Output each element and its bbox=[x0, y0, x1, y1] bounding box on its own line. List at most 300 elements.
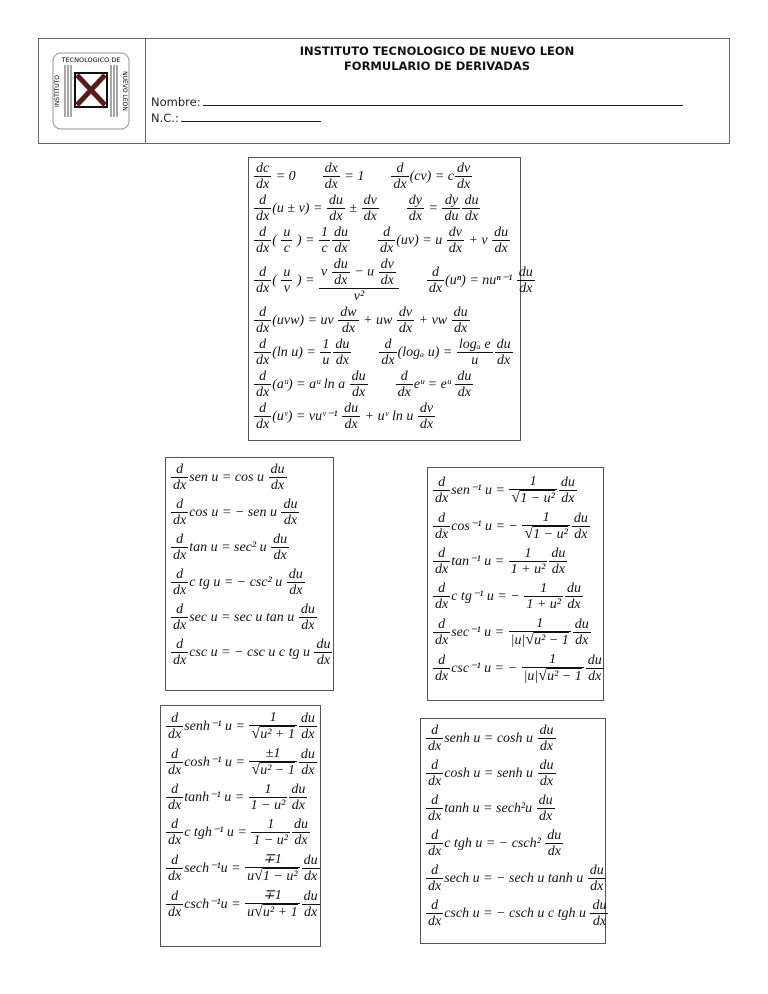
math-text: 1 bbox=[549, 652, 557, 667]
formula bbox=[253, 257, 400, 304]
fraction bbox=[397, 369, 412, 400]
math-text: d bbox=[171, 782, 179, 797]
denominator bbox=[342, 416, 360, 432]
denominator bbox=[590, 913, 608, 929]
math-text: c tgh⁻¹ u = bbox=[184, 825, 251, 840]
denominator bbox=[254, 240, 271, 256]
fraction bbox=[427, 898, 442, 929]
square-root bbox=[254, 904, 297, 920]
nc-line[interactable] bbox=[181, 120, 321, 122]
numerator bbox=[437, 511, 446, 526]
formula-row bbox=[253, 369, 516, 400]
math-text: c tg u = − csc² u bbox=[189, 574, 286, 590]
math-text: dx bbox=[173, 583, 187, 598]
fraction bbox=[303, 889, 319, 920]
fraction bbox=[255, 265, 270, 296]
denominator bbox=[522, 667, 584, 684]
math-text: dx bbox=[519, 281, 533, 296]
denominator bbox=[537, 808, 555, 824]
numerator bbox=[175, 497, 184, 512]
math-text: dx bbox=[301, 762, 315, 778]
math-text: du bbox=[453, 305, 468, 320]
formula-row bbox=[170, 532, 329, 563]
nc-label: N.C.: bbox=[151, 111, 179, 125]
math-text: dy bbox=[408, 193, 423, 208]
fraction bbox=[448, 225, 463, 256]
formula-row bbox=[425, 793, 601, 824]
basic-derivatives-box bbox=[248, 157, 533, 441]
math-text: dx bbox=[428, 281, 443, 296]
numerator bbox=[395, 161, 404, 176]
fraction bbox=[463, 193, 479, 224]
denominator bbox=[254, 280, 271, 296]
denominator bbox=[287, 582, 305, 598]
formula-row bbox=[170, 602, 329, 633]
math-text: = 0 bbox=[272, 168, 296, 184]
math-text: dx bbox=[398, 321, 413, 336]
formula-row bbox=[432, 652, 602, 684]
math-text: dx bbox=[301, 618, 315, 633]
radical-sign-icon: √ bbox=[254, 903, 263, 920]
math-text: 1 − u² bbox=[262, 869, 298, 884]
math-text: dx bbox=[335, 353, 349, 368]
radicand bbox=[534, 632, 569, 648]
fraction bbox=[167, 853, 182, 884]
numerator bbox=[458, 337, 492, 352]
math-text: du bbox=[592, 898, 607, 913]
math-text: d bbox=[171, 888, 179, 904]
math-text: = bbox=[425, 200, 442, 216]
math-text: dx bbox=[273, 548, 287, 563]
denominator bbox=[327, 208, 345, 224]
math-text: dx bbox=[283, 513, 298, 528]
denominator bbox=[281, 512, 299, 528]
square-root bbox=[254, 868, 297, 884]
denominator bbox=[338, 320, 358, 336]
denominator bbox=[289, 797, 307, 813]
math-text: dx bbox=[419, 417, 434, 432]
math-text: d bbox=[431, 898, 439, 913]
radical-sign-icon: √ bbox=[251, 761, 261, 778]
fraction bbox=[458, 337, 492, 368]
math-text: u² + 1 bbox=[262, 905, 298, 920]
fraction bbox=[560, 475, 576, 506]
radicand bbox=[263, 904, 298, 920]
fraction bbox=[363, 193, 378, 224]
math-text: sen⁻¹ u = bbox=[451, 482, 509, 498]
fraction bbox=[255, 369, 270, 400]
formula bbox=[165, 746, 318, 778]
math-text: d bbox=[431, 793, 439, 808]
formula-row bbox=[170, 462, 329, 493]
formula-row bbox=[425, 898, 607, 929]
formula bbox=[425, 723, 557, 754]
formula bbox=[395, 369, 475, 400]
math-text: senh⁻¹ u = bbox=[184, 718, 249, 734]
denominator bbox=[254, 384, 271, 400]
radical-sign-icon: √ bbox=[254, 867, 263, 884]
math-text: du bbox=[589, 863, 604, 878]
fraction bbox=[456, 161, 471, 192]
denominator bbox=[427, 280, 444, 296]
title-line-1: INSTITUTO TECNOLOGICO DE NUEVO LEON bbox=[299, 44, 575, 58]
math-text: dx bbox=[173, 548, 187, 563]
math-text: d bbox=[176, 532, 184, 547]
numerator bbox=[518, 265, 534, 280]
math-text: du bbox=[574, 616, 589, 632]
formula-row bbox=[253, 305, 516, 336]
math-text: du bbox=[303, 888, 318, 904]
denominator bbox=[378, 240, 395, 256]
denominator bbox=[573, 632, 591, 648]
denominator bbox=[171, 547, 188, 563]
numerator bbox=[589, 863, 605, 878]
fraction bbox=[434, 617, 449, 648]
numerator bbox=[170, 853, 179, 868]
formula-row bbox=[170, 497, 329, 528]
fraction bbox=[300, 602, 316, 633]
denominator bbox=[249, 797, 288, 813]
fraction bbox=[172, 497, 187, 528]
fraction bbox=[380, 337, 395, 368]
formula bbox=[432, 616, 592, 648]
header-box bbox=[38, 38, 730, 144]
fraction bbox=[272, 532, 288, 563]
denominator bbox=[254, 416, 271, 432]
math-text: dx bbox=[435, 526, 449, 542]
denominator bbox=[455, 176, 472, 192]
math-text: dx bbox=[289, 583, 303, 598]
math-text: dx bbox=[428, 844, 442, 859]
math-text: dx bbox=[173, 653, 187, 668]
math-text: dx bbox=[435, 632, 449, 648]
math-text: dx bbox=[301, 726, 315, 742]
math-text: du bbox=[291, 782, 306, 797]
formula bbox=[253, 305, 471, 336]
math-text: dx bbox=[256, 281, 270, 296]
denominator bbox=[426, 808, 443, 824]
denominator bbox=[517, 280, 535, 296]
numerator bbox=[265, 746, 282, 761]
square-root bbox=[251, 762, 294, 778]
denominator bbox=[171, 512, 188, 528]
numerator bbox=[351, 369, 367, 384]
numerator bbox=[320, 257, 398, 288]
numerator bbox=[384, 337, 393, 352]
document-title bbox=[145, 44, 729, 74]
math-text: dx bbox=[168, 868, 182, 884]
denominator bbox=[249, 761, 296, 778]
math-text: d bbox=[176, 567, 184, 582]
math-text: (uvw) = uv bbox=[272, 312, 338, 328]
denominator bbox=[299, 762, 317, 778]
denominator bbox=[433, 632, 450, 648]
math-text: ∓1 bbox=[262, 852, 282, 867]
math-text: du bbox=[283, 497, 298, 512]
math-text: sech u = − sech u tanh u bbox=[444, 870, 587, 886]
math-text: du bbox=[444, 209, 459, 224]
denominator bbox=[418, 416, 435, 432]
fraction bbox=[255, 193, 270, 224]
formula-row bbox=[165, 782, 316, 813]
formula bbox=[425, 758, 557, 789]
math-text: + uᵛ ln u bbox=[361, 408, 417, 424]
denominator bbox=[433, 490, 450, 506]
fraction bbox=[550, 546, 566, 577]
fraction bbox=[246, 888, 298, 920]
math-text: dx bbox=[435, 668, 449, 684]
denominator bbox=[524, 596, 563, 612]
math-text: du bbox=[547, 828, 562, 843]
fraction bbox=[324, 161, 339, 192]
fraction bbox=[300, 747, 316, 778]
formula-row bbox=[432, 581, 599, 612]
formula bbox=[170, 567, 306, 598]
denominator bbox=[447, 240, 464, 256]
numerator bbox=[437, 475, 446, 490]
fraction bbox=[172, 602, 187, 633]
math-text: dx bbox=[256, 177, 270, 192]
math-text: + v bbox=[464, 232, 492, 248]
math-text: senh u = cosh u bbox=[444, 730, 537, 746]
numerator bbox=[320, 225, 329, 240]
math-text: d bbox=[438, 510, 446, 526]
numerator bbox=[282, 225, 291, 240]
fraction bbox=[434, 653, 449, 684]
math-text: eᵘ = eᵘ bbox=[413, 376, 455, 392]
math-text: d bbox=[400, 369, 408, 384]
numerator bbox=[444, 193, 459, 208]
numerator bbox=[258, 265, 267, 280]
fraction bbox=[419, 401, 434, 432]
numerator bbox=[430, 758, 439, 773]
math-text: dx bbox=[457, 385, 471, 400]
square-root bbox=[524, 526, 567, 542]
math-text: du bbox=[288, 567, 303, 582]
numerator bbox=[535, 616, 544, 631]
svg-text:INSTITUTO: INSTITUTO bbox=[54, 75, 61, 107]
denominator bbox=[455, 384, 473, 400]
math-text: dx bbox=[551, 562, 565, 577]
formula-row bbox=[253, 193, 516, 224]
numerator bbox=[448, 225, 463, 240]
math-text: d bbox=[171, 746, 179, 762]
formula-row bbox=[165, 710, 316, 742]
math-text: dx bbox=[592, 914, 607, 929]
fraction bbox=[546, 828, 562, 859]
math-text: dx bbox=[173, 513, 187, 528]
fraction bbox=[380, 257, 395, 288]
math-text: dv bbox=[419, 401, 434, 416]
formula bbox=[425, 863, 607, 894]
math-text: dv bbox=[363, 193, 377, 208]
nc-field[interactable] bbox=[151, 111, 321, 125]
fraction bbox=[591, 898, 607, 929]
denominator bbox=[509, 631, 571, 648]
numerator bbox=[175, 462, 184, 477]
math-text: dx bbox=[303, 904, 318, 920]
denominator bbox=[314, 652, 332, 668]
numerator bbox=[293, 817, 309, 832]
numerator bbox=[170, 889, 179, 904]
math-text: du bbox=[494, 225, 509, 240]
name-field[interactable] bbox=[151, 95, 683, 109]
math-text: dx bbox=[341, 321, 356, 336]
formula bbox=[165, 710, 318, 742]
denominator bbox=[426, 773, 443, 789]
numerator bbox=[539, 581, 548, 596]
fraction bbox=[427, 723, 442, 754]
fraction bbox=[427, 758, 442, 789]
denominator bbox=[166, 762, 183, 778]
math-text: 1 + u² bbox=[526, 597, 561, 612]
denominator bbox=[254, 176, 271, 192]
denominator bbox=[509, 561, 548, 577]
math-text: d bbox=[431, 828, 439, 843]
math-text: dx bbox=[428, 739, 442, 754]
name-line[interactable] bbox=[203, 104, 683, 106]
math-text: c tgh u = − csch² bbox=[444, 835, 545, 851]
fraction bbox=[496, 337, 512, 368]
math-text: d bbox=[432, 265, 439, 280]
fraction bbox=[290, 782, 306, 813]
fraction bbox=[167, 817, 182, 848]
math-text: (uᵛ) = vuᵛ⁻¹ bbox=[272, 409, 342, 424]
fraction bbox=[453, 305, 469, 336]
formula-row bbox=[165, 817, 316, 848]
math-text: du bbox=[566, 581, 581, 596]
denominator bbox=[171, 617, 188, 633]
math-text: cosh⁻¹ u = bbox=[184, 754, 249, 770]
fraction bbox=[434, 581, 449, 612]
math-text: dx bbox=[344, 417, 358, 432]
math-text: dx bbox=[428, 914, 442, 929]
institute-logo-icon bbox=[51, 51, 131, 131]
math-text: dx bbox=[561, 490, 575, 506]
denominator bbox=[379, 272, 396, 288]
math-text: d bbox=[176, 462, 184, 477]
numerator bbox=[258, 305, 267, 320]
math-text: u bbox=[283, 225, 291, 240]
inverse-hyperbolic-derivatives-box bbox=[160, 705, 321, 947]
numerator bbox=[430, 828, 439, 843]
denominator bbox=[495, 352, 513, 368]
math-text: d bbox=[431, 723, 439, 738]
formula bbox=[170, 497, 300, 528]
numerator bbox=[523, 546, 532, 561]
math-text: (uⁿ) = nuⁿ⁻¹ bbox=[445, 273, 516, 288]
fraction bbox=[255, 225, 270, 256]
math-text: dx bbox=[380, 241, 394, 256]
radical-sign-icon: √ bbox=[524, 525, 534, 542]
math-text: 1 bbox=[267, 817, 275, 832]
fraction bbox=[456, 369, 472, 400]
fraction bbox=[343, 401, 359, 432]
square-root bbox=[538, 668, 581, 684]
formula-row bbox=[165, 852, 316, 884]
numerator bbox=[170, 782, 179, 797]
math-text: dx bbox=[334, 241, 348, 256]
math-text: 1 bbox=[542, 510, 550, 525]
formula-row bbox=[165, 888, 316, 920]
math-text: du bbox=[587, 652, 602, 668]
numerator bbox=[539, 758, 555, 773]
math-text: du bbox=[300, 746, 315, 762]
radical-sign-icon: √ bbox=[251, 725, 261, 742]
math-text: d bbox=[259, 193, 267, 208]
denominator bbox=[426, 878, 443, 894]
numerator bbox=[380, 257, 395, 272]
denominator bbox=[362, 208, 379, 224]
numerator bbox=[272, 532, 288, 547]
radicand bbox=[260, 762, 295, 778]
denominator bbox=[426, 738, 443, 754]
fraction bbox=[333, 257, 349, 288]
numerator bbox=[266, 817, 275, 832]
numerator bbox=[493, 225, 509, 240]
math-text: 1 − u² bbox=[520, 491, 555, 506]
svg-text:TECNOLOGICO DE: TECNOLOGICO DE bbox=[61, 56, 121, 64]
denominator bbox=[433, 526, 450, 542]
formula-row bbox=[425, 758, 601, 789]
math-text: d bbox=[259, 305, 267, 320]
math-text: 1 bbox=[264, 782, 272, 797]
math-text: d bbox=[383, 225, 391, 240]
math-text: v² bbox=[353, 289, 365, 304]
denominator bbox=[433, 596, 450, 612]
numerator bbox=[269, 710, 278, 725]
numerator bbox=[431, 265, 440, 280]
formula-row bbox=[432, 616, 599, 648]
fraction bbox=[351, 369, 367, 400]
formula bbox=[432, 474, 578, 506]
numerator bbox=[419, 401, 434, 416]
denominator bbox=[166, 868, 183, 884]
math-text: dx bbox=[291, 798, 305, 813]
denominator bbox=[332, 240, 350, 256]
math-text: 1 bbox=[529, 474, 537, 489]
numerator bbox=[560, 475, 576, 490]
math-text: u bbox=[471, 353, 479, 368]
denominator bbox=[391, 176, 408, 192]
denominator bbox=[254, 208, 271, 224]
math-text: dx bbox=[588, 668, 602, 684]
fraction bbox=[250, 746, 295, 778]
math-text: (logₐ u) = bbox=[397, 344, 456, 360]
math-text: ±1 bbox=[265, 746, 281, 761]
math-text: du bbox=[303, 852, 318, 868]
fraction bbox=[539, 723, 555, 754]
fraction bbox=[427, 828, 442, 859]
math-text: dc bbox=[256, 161, 270, 176]
math-text: dx bbox=[168, 833, 182, 848]
math-text: − u bbox=[350, 264, 378, 280]
numerator bbox=[170, 747, 179, 762]
numerator bbox=[175, 532, 184, 547]
math-text: + uw bbox=[359, 312, 396, 328]
denominator bbox=[538, 738, 556, 754]
math-text: du bbox=[316, 637, 331, 652]
math-text: d bbox=[176, 602, 184, 617]
trig-derivatives-box bbox=[165, 457, 334, 691]
math-text: csc⁻¹ u = − bbox=[451, 660, 521, 676]
math-text: dx bbox=[256, 241, 270, 256]
fraction bbox=[573, 511, 589, 542]
fraction bbox=[320, 257, 398, 304]
fraction bbox=[315, 637, 331, 668]
denominator bbox=[292, 832, 310, 848]
numerator bbox=[170, 711, 179, 726]
